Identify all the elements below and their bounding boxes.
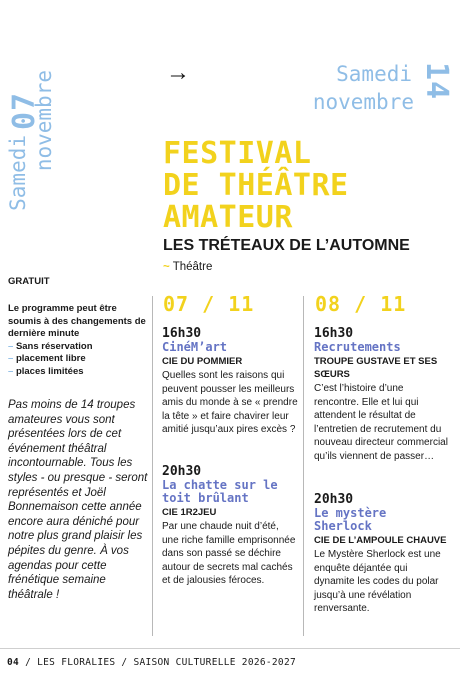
event-title-line-3: AMATEUR [163, 200, 293, 235]
left-date-day-name: Samedi [6, 135, 30, 211]
intro-paragraph: Pas moins de 14 troupes amateures vous sont présentées lors de cet événement théâtral incontournable. Tous les styles - ou presque - seront représentés et Joël Bonnemaison cette année encore aura déniché pour notre plus grand plaisir les pépites du genre. À vos agendas pour cette frénétique semaine théâtrale ! [8, 399, 148, 601]
event-time: 20h30 [162, 464, 202, 479]
left-date-block [4, 70, 64, 240]
event-entry [314, 326, 450, 463]
event-title: CinéM’art [162, 340, 228, 354]
event-category [163, 259, 212, 275]
right-date-day-name: Samedi [336, 62, 412, 86]
notice-item-label: Sans réservation [15, 340, 93, 352]
right-date-month: novembre [312, 90, 414, 114]
notice-block [8, 303, 148, 379]
event-description: C’est l’histoire d’une rencontre. Elle et lui qui attendent le résultat de l’entretien de recrutement du nouveau directeur commercial qu’ils viennent de passer… [314, 383, 448, 462]
event-title: La chatte sur le toit brûlant [162, 478, 278, 505]
event-time: 16h30 [314, 326, 354, 341]
event-time: 16h30 [162, 326, 202, 341]
event-company: CIE DU POMMIER [162, 356, 243, 367]
left-date-month: novembre [32, 70, 56, 172]
notice-text: Le programme peut être soumis à des changements de dernière minute [8, 303, 146, 340]
event-title: Le mystère Sherlock [314, 506, 387, 533]
bullet-dash-icon: – [8, 353, 14, 365]
category-label: Théâtre [172, 261, 213, 273]
arrow-right-icon: → [166, 59, 190, 86]
footer-separator: / [25, 657, 32, 668]
event-time: 20h30 [314, 492, 354, 507]
price-label: GRATUIT [8, 276, 50, 287]
bullet-dash-icon: – [8, 365, 14, 377]
event-entry [162, 464, 298, 588]
event-company: CIE DE L’AMPOULE CHAUVE [314, 535, 447, 546]
notice-item-label: places limitées [15, 365, 84, 377]
event-entry [314, 492, 450, 616]
bullet-dash-icon: – [8, 340, 14, 352]
footer-divider [0, 648, 460, 649]
column-divider [152, 296, 153, 636]
day-2-date: 08 / 11 [315, 292, 407, 316]
event-title: Recrutements [314, 340, 401, 354]
notice-item [8, 366, 148, 379]
event-company: TROUPE GUSTAVE ET SES SŒURS [314, 356, 438, 380]
left-date-day-number: 07 [7, 91, 42, 130]
right-date-day-number-block [418, 62, 454, 112]
column-divider [303, 296, 304, 636]
page-footer [7, 656, 296, 670]
notice-item-label: placement libre [15, 353, 86, 365]
notice-item [8, 341, 148, 354]
page-number: 04 [7, 657, 20, 668]
event-company: CIE 1R2JEU [162, 507, 217, 518]
event-description: Quelles sont les raisons qui peuvent pousser les meilleurs amis du monde à se « prendre la tête » et faire chavirer leur amitié jusqu’aux pires excès ? [162, 370, 298, 435]
event-entry [162, 326, 298, 437]
right-date-day-number: 14 [419, 62, 454, 101]
event-title-line-1: FESTIVAL [163, 136, 312, 171]
event-title-line-2: DE THÉÂTRE [163, 168, 349, 203]
event-subtitle: LES TRÉTEAUX DE L’AUTOMNE [163, 237, 410, 254]
footer-text: LES FLORALIES / SAISON CULTURELLE 2026-2027 [37, 657, 296, 668]
event-description: Par une chaude nuit d’été, une riche famille emprisonnée dans son passé se déchire autour de secrets mal cachés et de jalousies féroces. [162, 521, 296, 586]
category-tilde-icon: ~ [163, 261, 170, 273]
notice-item [8, 353, 148, 366]
event-description: Le Mystère Sherlock est une enquête déjantée qui dynamite les codes du polar jusqu’à une révélation renversante. [314, 549, 441, 614]
day-1-date: 07 / 11 [163, 292, 255, 316]
